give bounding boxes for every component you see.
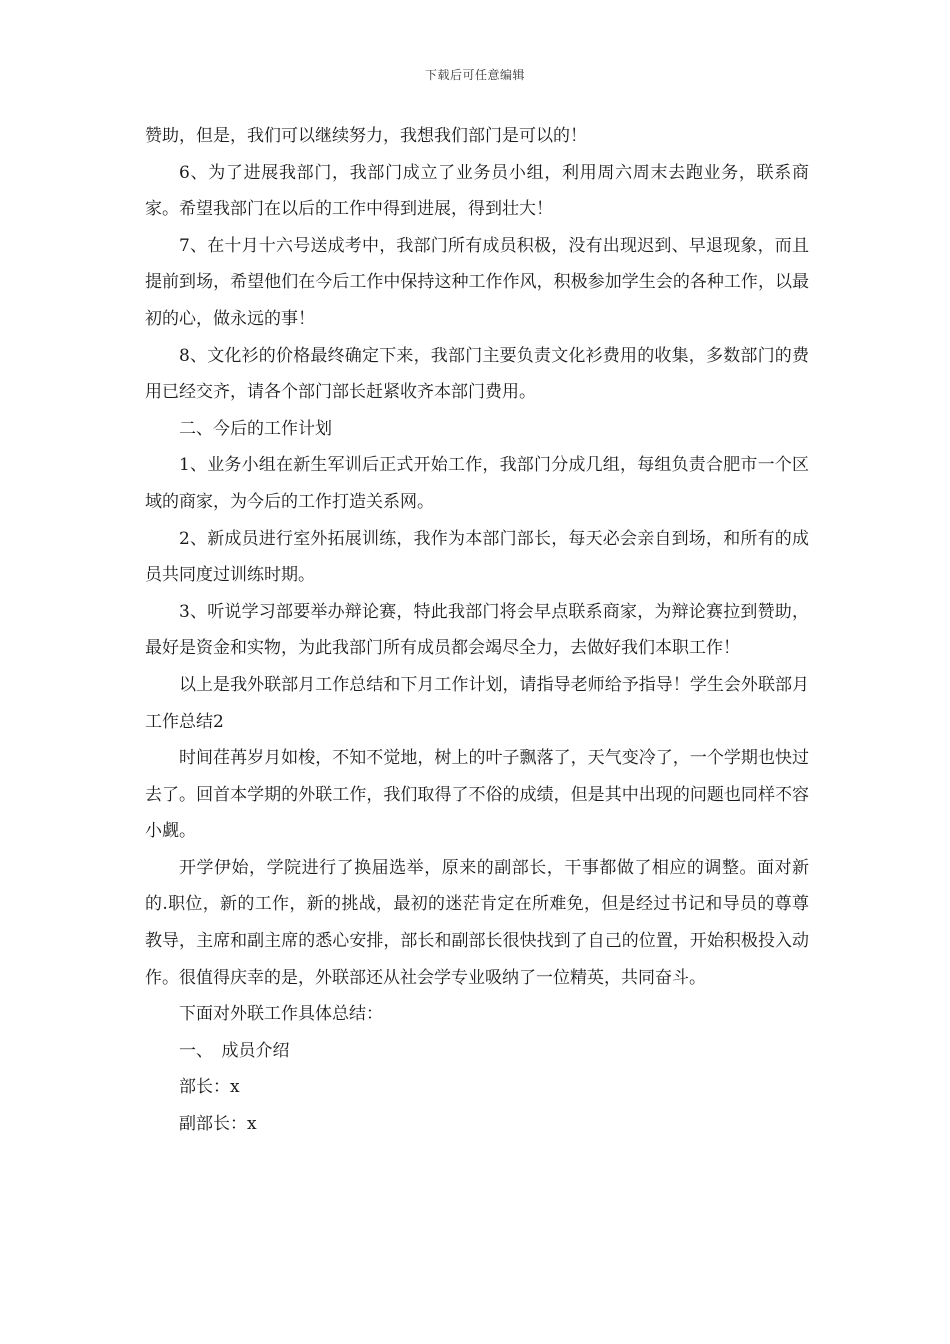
document-body (145, 118, 809, 1143)
member-line: 部长：x (179, 1077, 240, 1098)
paragraph: 6、为了进展我部门，我部门成立了业务员小组，利用周六周末去跑业务，联系商家。希望我部门在以后的工作中得到进展，得到壮大！ (145, 162, 809, 220)
paragraph: 以上是我外联部月工作总结和下月工作计划，请指导老师给予指导！学生会外联部月工作总结2 (145, 674, 809, 732)
paragraph: 8、文化衫的价格最终确定下来，我部门主要负责文化衫费用的收集，多数部门的费用已经交齐，请各个部门部长赶紧收齐本部门费用。 (145, 345, 809, 403)
paragraph: 7、在十月十六号送成考中，我部门所有成员积极，没有出现迟到、早退现象，而且提前到场，希望他们在今后工作中保持这种工作作风，积极参加学生会的各种工作，以最初的心，做永远的事！ (145, 235, 809, 329)
page-header: 下载后可任意编辑 (424, 68, 525, 82)
paragraph: 下面对外联工作具体总结： (179, 1004, 383, 1025)
paragraph: 时间荏苒岁月如梭，不知不觉地，树上的叶子飘落了，天气变冷了，一个学期也快过去了。回首本学期的外联工作，我们取得了不俗的成绩，但是其中出现的问题也同样不容小觑。 (145, 748, 809, 842)
section-heading: 一、 成员介绍 (179, 1040, 290, 1061)
paragraph: 2、新成员进行室外拓展训练，我作为本部门部长，每天必会亲自到场，和所有的成员共同度过训练时期。 (145, 528, 809, 586)
paragraph: 赞助，但是，我们可以继续努力，我想我们部门是可以的！ (145, 126, 587, 146)
paragraph: 3、听说学习部要举办辩论赛，特此我部门将会早点联系商家，为辩论赛拉到赞助，最好是资金和实物，为此我部门所有成员都会竭尽全力，去做好我们本职工作！ (145, 601, 809, 659)
member-line: 副部长：x (179, 1114, 257, 1135)
paragraph: 开学伊始，学院进行了换届选举，原来的副部长，干事都做了相应的调整。面对新的.职位，新的工作，新的挑战，最初的迷茫肯定在所难免，但是经过书记和导员的尊尊教导，主席和副主席的悉心安排，部长和副部长很快找到了自己的位置，开始积极投入动作。很值得庆幸的是，外联部还从社会学专业吸纳了一位精英，共同奋斗。 (145, 857, 809, 988)
paragraph: 1、业务小组在新生军训后正式开始工作，我部门分成几组，每组负责合肥市一个区域的商家，为今后的工作打造关系网。 (145, 455, 809, 512)
section-heading: 二、今后的工作计划 (179, 418, 332, 439)
